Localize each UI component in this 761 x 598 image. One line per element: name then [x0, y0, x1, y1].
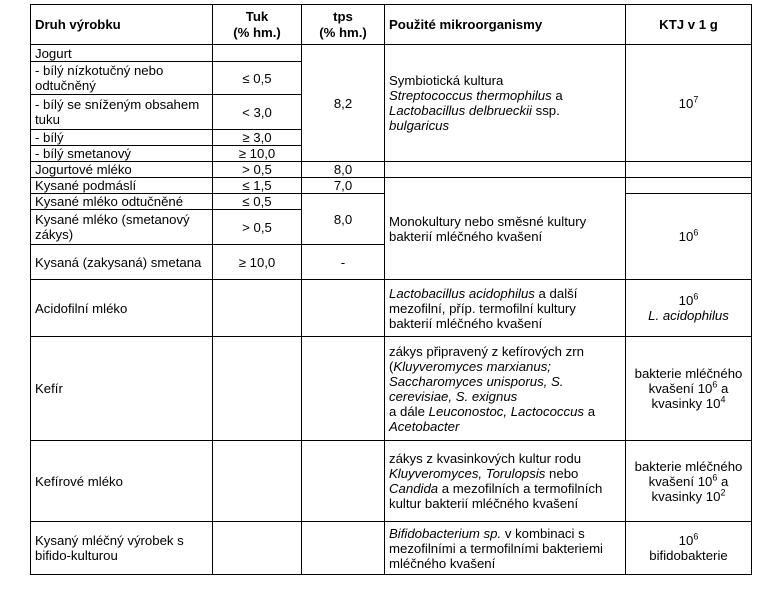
product-cell: - bílý nízkotučný nebo odtučněný	[31, 62, 213, 95]
product-cell: - bílý se sníženým obsahem tuku	[31, 95, 213, 130]
table-row	[31, 280, 752, 337]
dry-matter-cell	[302, 441, 385, 522]
ktj-value: 10	[678, 533, 694, 548]
ktj-cell	[626, 178, 752, 194]
table-row	[31, 337, 752, 441]
micro-text: nebo	[545, 466, 579, 481]
ktj-text: bakterie mléčného kvašení 10	[634, 458, 743, 489]
ktj-exponent: 2	[720, 487, 726, 498]
dry-matter-cell: 7,0	[302, 178, 385, 194]
fat-cell: ≤ 1,5	[213, 178, 302, 194]
fat-cell: ≥ 10,0	[213, 146, 302, 162]
dry-matter-cell: 8,0	[302, 194, 385, 245]
header-microorganisms: Použité mikroorganismy	[385, 5, 626, 45]
ktj-cell	[626, 337, 752, 441]
header-ktj: KTJ v 1 g	[626, 5, 752, 45]
microorganisms-cell	[385, 522, 626, 575]
micro-text: ssp.	[531, 103, 560, 118]
micro-species: bulgaricus	[389, 118, 450, 133]
ktj-cell	[626, 45, 752, 162]
ktj-exponent: 6	[712, 472, 718, 483]
micro-species: Leuconostoc, Lactococcus	[428, 403, 585, 419]
product-cell: Acidofilní mléko	[31, 280, 213, 337]
fat-cell: > 0,5	[213, 162, 302, 178]
fat-cell	[213, 337, 302, 441]
ktj-exponent: 6	[693, 291, 699, 302]
micro-text: a	[584, 403, 596, 419]
microorganisms-cell	[385, 162, 626, 178]
product-cell: - bílý	[31, 130, 213, 146]
micro-text: Symbiotická kultura	[389, 73, 504, 88]
micro-species: Candida	[389, 481, 439, 496]
product-cell: Kysaný mléčný výrobek s bifido-kulturou	[31, 522, 213, 575]
dry-matter-cell: 8,0	[302, 162, 385, 178]
table-row	[31, 178, 752, 194]
product-cell: Kysané mléko (smetanový zákys)	[31, 210, 213, 245]
ktj-text: a kvasinky 10	[651, 473, 729, 504]
ktj-value: 10	[678, 293, 694, 308]
ktj-exponent: 6	[693, 227, 699, 238]
product-cell: Kysaná (zakysaná) smetana	[31, 245, 213, 280]
ktj-exponent: 6	[712, 379, 718, 390]
ktj-text: a kvasinky 10	[651, 381, 729, 411]
fat-cell	[213, 522, 302, 575]
table-row	[31, 45, 752, 62]
micro-species: Streptococcus thermophilus	[389, 88, 552, 103]
microorganisms-cell	[385, 441, 626, 522]
ktj-text: bakterie mléčného kvašení 10	[634, 366, 743, 396]
product-cell: - bílý smetanový	[31, 146, 213, 162]
fat-cell	[213, 280, 302, 337]
microorganisms-cell	[385, 337, 626, 441]
dry-matter-cell	[302, 337, 385, 441]
micro-text: a další mezofilní, příp. termofilní kultury bakterií mléčného kvašení	[389, 285, 578, 331]
dry-matter-cell: -	[302, 245, 385, 280]
fat-cell: ≤ 0,5	[213, 194, 302, 210]
fat-cell: < 3,0	[213, 95, 302, 130]
ktj-value: 10	[678, 95, 694, 111]
micro-text: a	[551, 88, 563, 103]
ktj-exponent: 4	[720, 394, 726, 405]
micro-species: Lactobacillus delbrueckii	[389, 103, 532, 118]
ktj-value: 10	[678, 229, 694, 244]
fat-cell	[213, 441, 302, 522]
table-row	[31, 162, 752, 178]
ktj-note: L. acidophilus	[648, 308, 729, 323]
micro-species: Lactobacillus acidophilus	[389, 285, 535, 301]
fat-cell: ≥ 3,0	[213, 130, 302, 146]
ktj-exponent: 7	[693, 94, 699, 105]
header-dry-matter: tps (% hm.)	[302, 5, 385, 45]
dry-matter-cell	[302, 522, 385, 575]
ktj-cell	[626, 441, 752, 522]
micro-text: zákys z kvasinkových kultur rodu	[389, 451, 582, 466]
ktj-cell	[626, 194, 752, 280]
product-cell: Jogurtové mléko	[31, 162, 213, 178]
ktj-cell	[626, 522, 752, 575]
ktj-note: bifidobakterie	[649, 548, 728, 563]
micro-text: v kombinaci s mezofilními a termofilními bakteriemi mléčného kvašení	[389, 525, 603, 571]
microorganisms-cell	[385, 45, 626, 162]
ktj-cell	[626, 162, 752, 178]
header-fat: Tuk (% hm.)	[213, 5, 302, 45]
dry-matter-cell: 8,2	[302, 45, 385, 162]
fat-cell: ≥ 10,0	[213, 245, 302, 280]
ktj-exponent: 6	[693, 531, 699, 542]
ktj-cell	[626, 280, 752, 337]
fat-cell: ≤ 0,5	[213, 62, 302, 95]
dairy-products-table	[30, 4, 752, 575]
micro-text: zákys připravený z kefírových zrn (	[389, 343, 584, 374]
micro-species: Kluyveromyces marxianus; Saccharomyces unisporus, S. cerevisiae, S. exignus	[389, 358, 564, 404]
product-cell: Jogurt	[31, 45, 213, 62]
table-row	[31, 522, 752, 575]
dry-matter-cell	[302, 280, 385, 337]
header-product: Druh výrobku	[31, 5, 213, 45]
product-cell: Kysané mléko odtučněné	[31, 194, 213, 210]
micro-text: a dále	[389, 403, 429, 419]
table-row	[31, 441, 752, 522]
micro-text: a mezofilních a termofilních kultur bakterií mléčného kvašení	[389, 481, 603, 511]
header-row	[31, 5, 752, 45]
product-cell: Kefír	[31, 337, 213, 441]
fat-cell	[213, 45, 302, 62]
product-cell: Kysané podmáslí	[31, 178, 213, 194]
fat-cell: > 0,5	[213, 210, 302, 245]
micro-species: Acetobacter	[389, 418, 460, 434]
product-cell: Kefírové mléko	[31, 441, 213, 522]
micro-species: Kluyveromyces, Torulopsis	[389, 466, 546, 481]
microorganisms-cell	[385, 280, 626, 337]
micro-species: Bifidobacterium sp.	[389, 525, 502, 541]
microorganisms-cell: Monokultury nebo směsné kultury bakterií mléčného kvašení	[385, 178, 626, 280]
